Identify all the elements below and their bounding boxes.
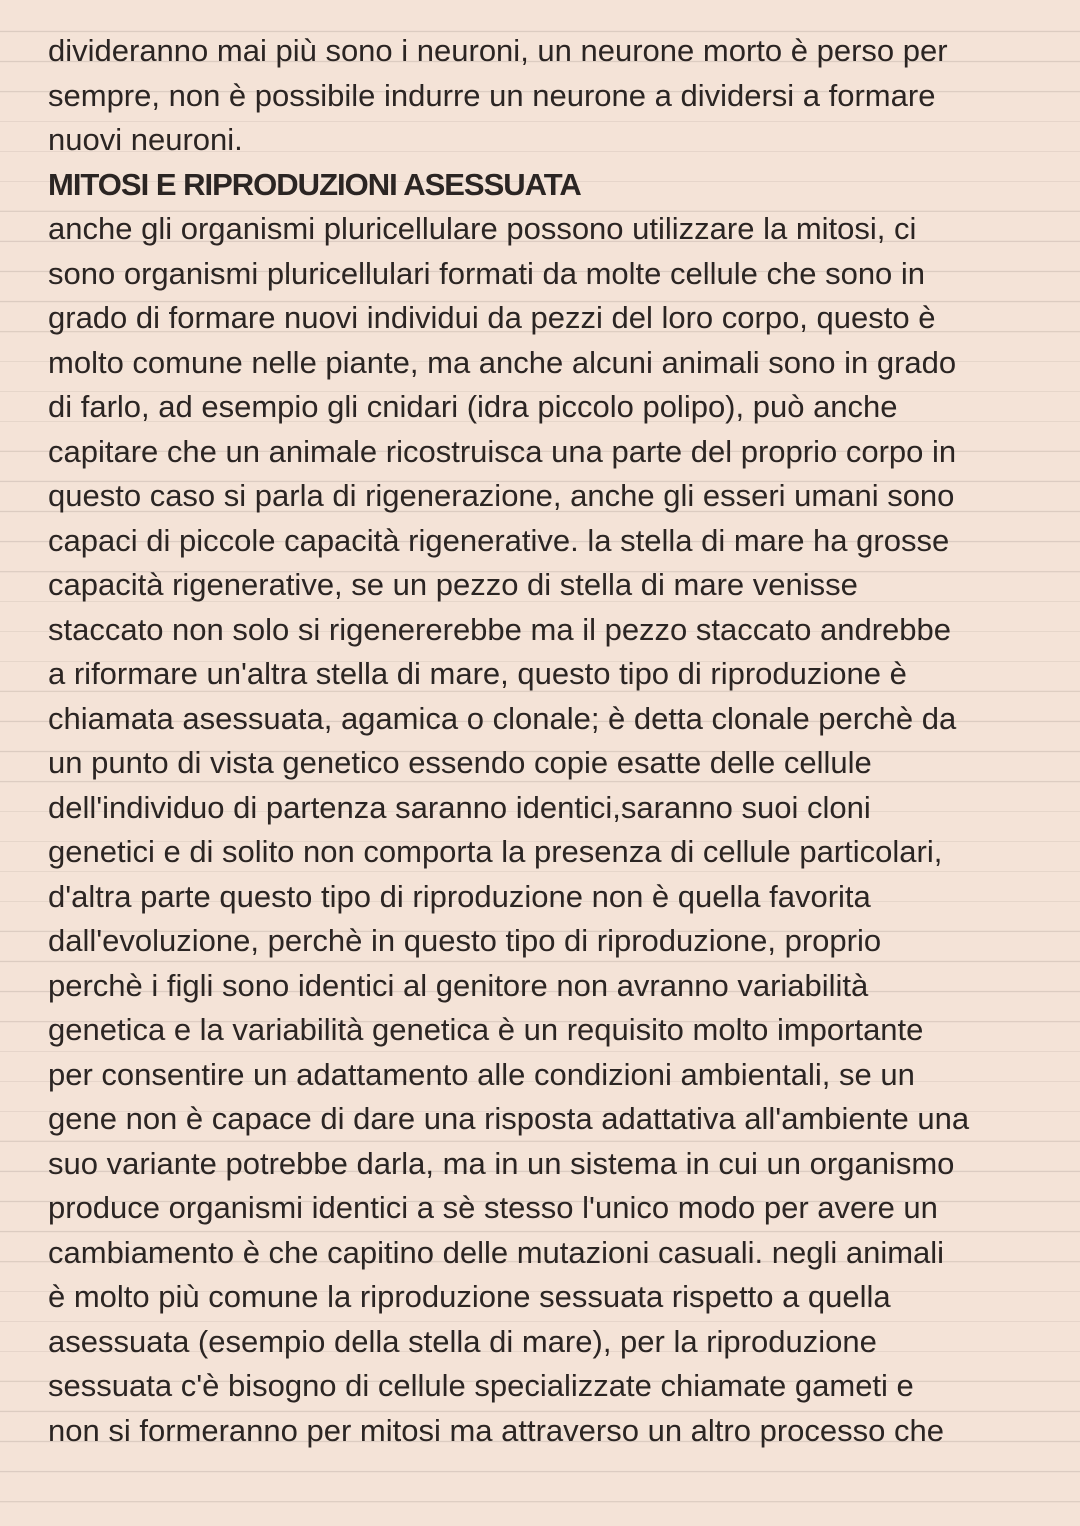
body-line: grado di formare nuovi individui da pezzi del loro corpo, questo è xyxy=(48,300,936,335)
body-line: per consentire un adattamento alle condizioni ambientali, se un xyxy=(48,1056,915,1092)
body-line: dall'evoluzione, perchè in questo tipo di riproduzione, proprio xyxy=(48,923,882,958)
body-line: genetica e la variabilità genetica è un requisito molto importante xyxy=(48,1012,924,1047)
intro-line: sempre, non è possibile indurre un neurone a dividersi a formare xyxy=(48,77,936,113)
body-line: capitare che un animale ricostruisca una parte del proprio corpo in xyxy=(48,433,957,469)
body-line: capacità rigenerative, se un pezzo di stella di mare venisse xyxy=(48,567,858,602)
intro-line: divideranno mai più sono i neuroni, un neurone morto è perso per xyxy=(48,33,948,68)
section-heading: MITOSI E RIPRODUZIONI ASESSUATA xyxy=(48,166,581,202)
body-line: perchè i figli sono identici al genitore non avranno variabilità xyxy=(48,967,869,1003)
body-line: dell'individuo di partenza saranno identici,saranno suoi cloni xyxy=(48,789,871,825)
body-line: cambiamento è che capitino delle mutazioni casuali. negli animali xyxy=(48,1234,945,1270)
body-line: un punto di vista genetico essendo copie esatte delle cellule xyxy=(48,745,872,780)
body-line: sono organismi pluricellulari formati da molte cellule che sono in xyxy=(48,255,926,291)
body-line: d'altra parte questo tipo di riproduzione non è quella favorita xyxy=(48,878,871,914)
body-line: staccato non solo si rigenererebbe ma il pezzo staccato andrebbe xyxy=(48,611,951,647)
body-line: questo caso si parla di rigenerazione, anche gli esseri umani sono xyxy=(48,478,955,513)
body-line: molto comune nelle piante, ma anche alcuni animali sono in grado xyxy=(48,344,957,380)
note-text xyxy=(48,29,1058,1453)
body-line: di farlo, ad esempio gli cnidari (idra piccolo polipo), può anche xyxy=(48,389,898,424)
body-line: asessuata (esempio della stella di mare), per la riproduzione xyxy=(48,1323,877,1359)
body-line: non si formeranno per mitosi ma attraverso un altro processo che xyxy=(48,1412,944,1448)
body-line: capaci di piccole capacità rigenerative. la stella di mare ha grosse xyxy=(48,522,950,558)
body-line: chiamata asessuata, agamica o clonale; è detta clonale perchè da xyxy=(48,700,957,736)
body-line: è molto più comune la riproduzione sessuata rispetto a quella xyxy=(48,1279,891,1314)
body-line: produce organismi identici a sè stesso l'unico modo per avere un xyxy=(48,1190,938,1225)
body-line: suo variante potrebbe darla, ma in un sistema in cui un organismo xyxy=(48,1145,955,1181)
body-line: genetici e di solito non comporta la presenza di cellule particolari, xyxy=(48,834,943,869)
body-line: anche gli organismi pluricellulare possono utilizzare la mitosi, ci xyxy=(48,211,917,246)
body-line: a riformare un'altra stella di mare, questo tipo di riproduzione è xyxy=(48,656,907,691)
body-line: sessuata c'è bisogno di cellule specializzate chiamate gameti e xyxy=(48,1368,914,1403)
intro-line: nuovi neuroni. xyxy=(48,122,243,157)
body-line: gene non è capace di dare una risposta adattativa all'ambiente una xyxy=(48,1101,970,1136)
